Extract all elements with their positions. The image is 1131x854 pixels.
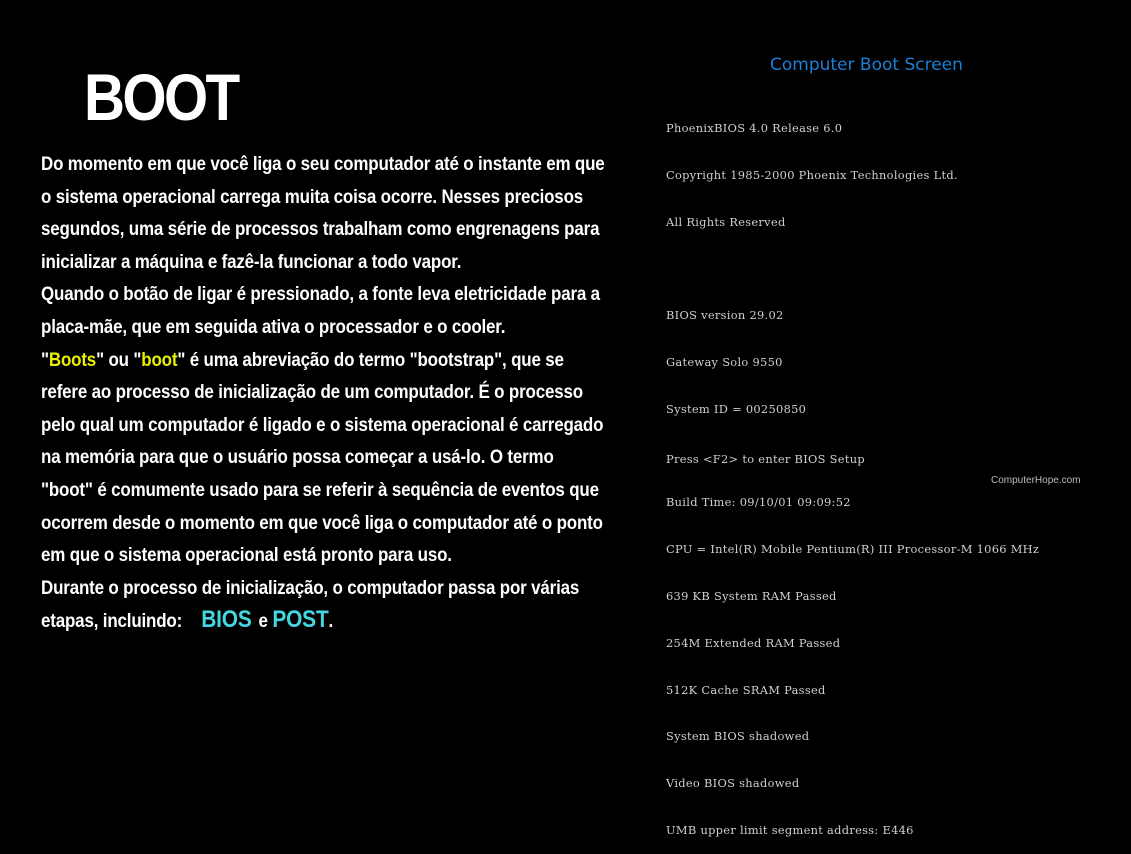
- bios-screen: [666, 90, 1039, 854]
- bios-line: CPU = Intel(R) Mobile Pentium(R) III Processor-M 1066 MHz: [666, 542, 1040, 557]
- page-title: BOOT: [84, 60, 238, 134]
- highlight-boot: boot: [141, 348, 178, 371]
- bios-line: 512K Cache SRAM Passed: [666, 682, 826, 697]
- bios-setup-prompt: Press <F2> to enter BIOS Setup: [666, 452, 865, 466]
- bios-line: System ID = 00250850: [666, 401, 807, 416]
- paragraph-definition: [41, 344, 607, 572]
- bios-line: PhoenixBIOS 4.0 Release 6.0: [666, 121, 843, 136]
- definition-text: " é uma abreviação do termo "bootstrap", que se refere ao processo de inicialização de um computador. É o processo pelo qual um computador é ligado e o sistema operacional é carregado na memória para que o usuário possa começar a usá-lo. O termo "boot" é comumente usado para se referir à sequência de eventos que ocorrem desde o momento em que você liga o computador até o ponto em que o sistema operacional está pronto para uso.: [41, 348, 604, 567]
- paragraph-power: Quando o botão de ligar é pressionado, a fonte leva eletricidade para a placa-mãe, que em seguida ativa o processador e o cooler.: [41, 283, 600, 338]
- bios-line: 639 KB System RAM Passed: [666, 589, 837, 603]
- bios-line: Gateway Solo 9550: [666, 355, 783, 370]
- paragraph-intro: Do momento em que você liga o seu computador até o instante em que o sistema operacional carrega muita coisa ocorre. Nesses preciosos segundos, uma série de processos trabalham como engrenagens para inicializar a máquina e fazê-la funcionar a todo vapor.: [41, 153, 605, 273]
- bios-line: Copyright 1985-2000 Phoenix Technologies Ltd.: [666, 167, 958, 182]
- highlight-bios: BIOS: [201, 606, 252, 634]
- article-body: [41, 148, 607, 638]
- bios-blank-line: [666, 262, 1039, 278]
- boot-screen-caption: Computer Boot Screen: [770, 55, 963, 75]
- quote-or: " ou ": [96, 348, 142, 371]
- bios-line: System BIOS shadowed: [666, 729, 810, 744]
- image-credit: ComputerHope.com: [991, 475, 1081, 486]
- bios-line: Video BIOS shadowed: [666, 776, 800, 791]
- paragraph-stages: [41, 572, 607, 638]
- highlight-boots: Boots: [48, 348, 97, 371]
- bios-line: 254M Extended RAM Passed: [666, 635, 841, 650]
- quote-open: ": [41, 348, 49, 371]
- stages-text: Durante o processo de inicialização, o computador passa por várias etapas, incluindo:: [41, 576, 580, 633]
- stages-period: .: [328, 610, 334, 633]
- bios-line: BIOS version 29.02: [666, 308, 784, 323]
- stages-conjunction: e: [258, 610, 268, 633]
- bios-line: All Rights Reserved: [666, 214, 786, 229]
- bios-line: UMB upper limit segment address: E446: [666, 822, 914, 837]
- highlight-post: POST: [272, 606, 329, 634]
- bios-line: Build Time: 09/10/01 09:09:52: [666, 495, 851, 510]
